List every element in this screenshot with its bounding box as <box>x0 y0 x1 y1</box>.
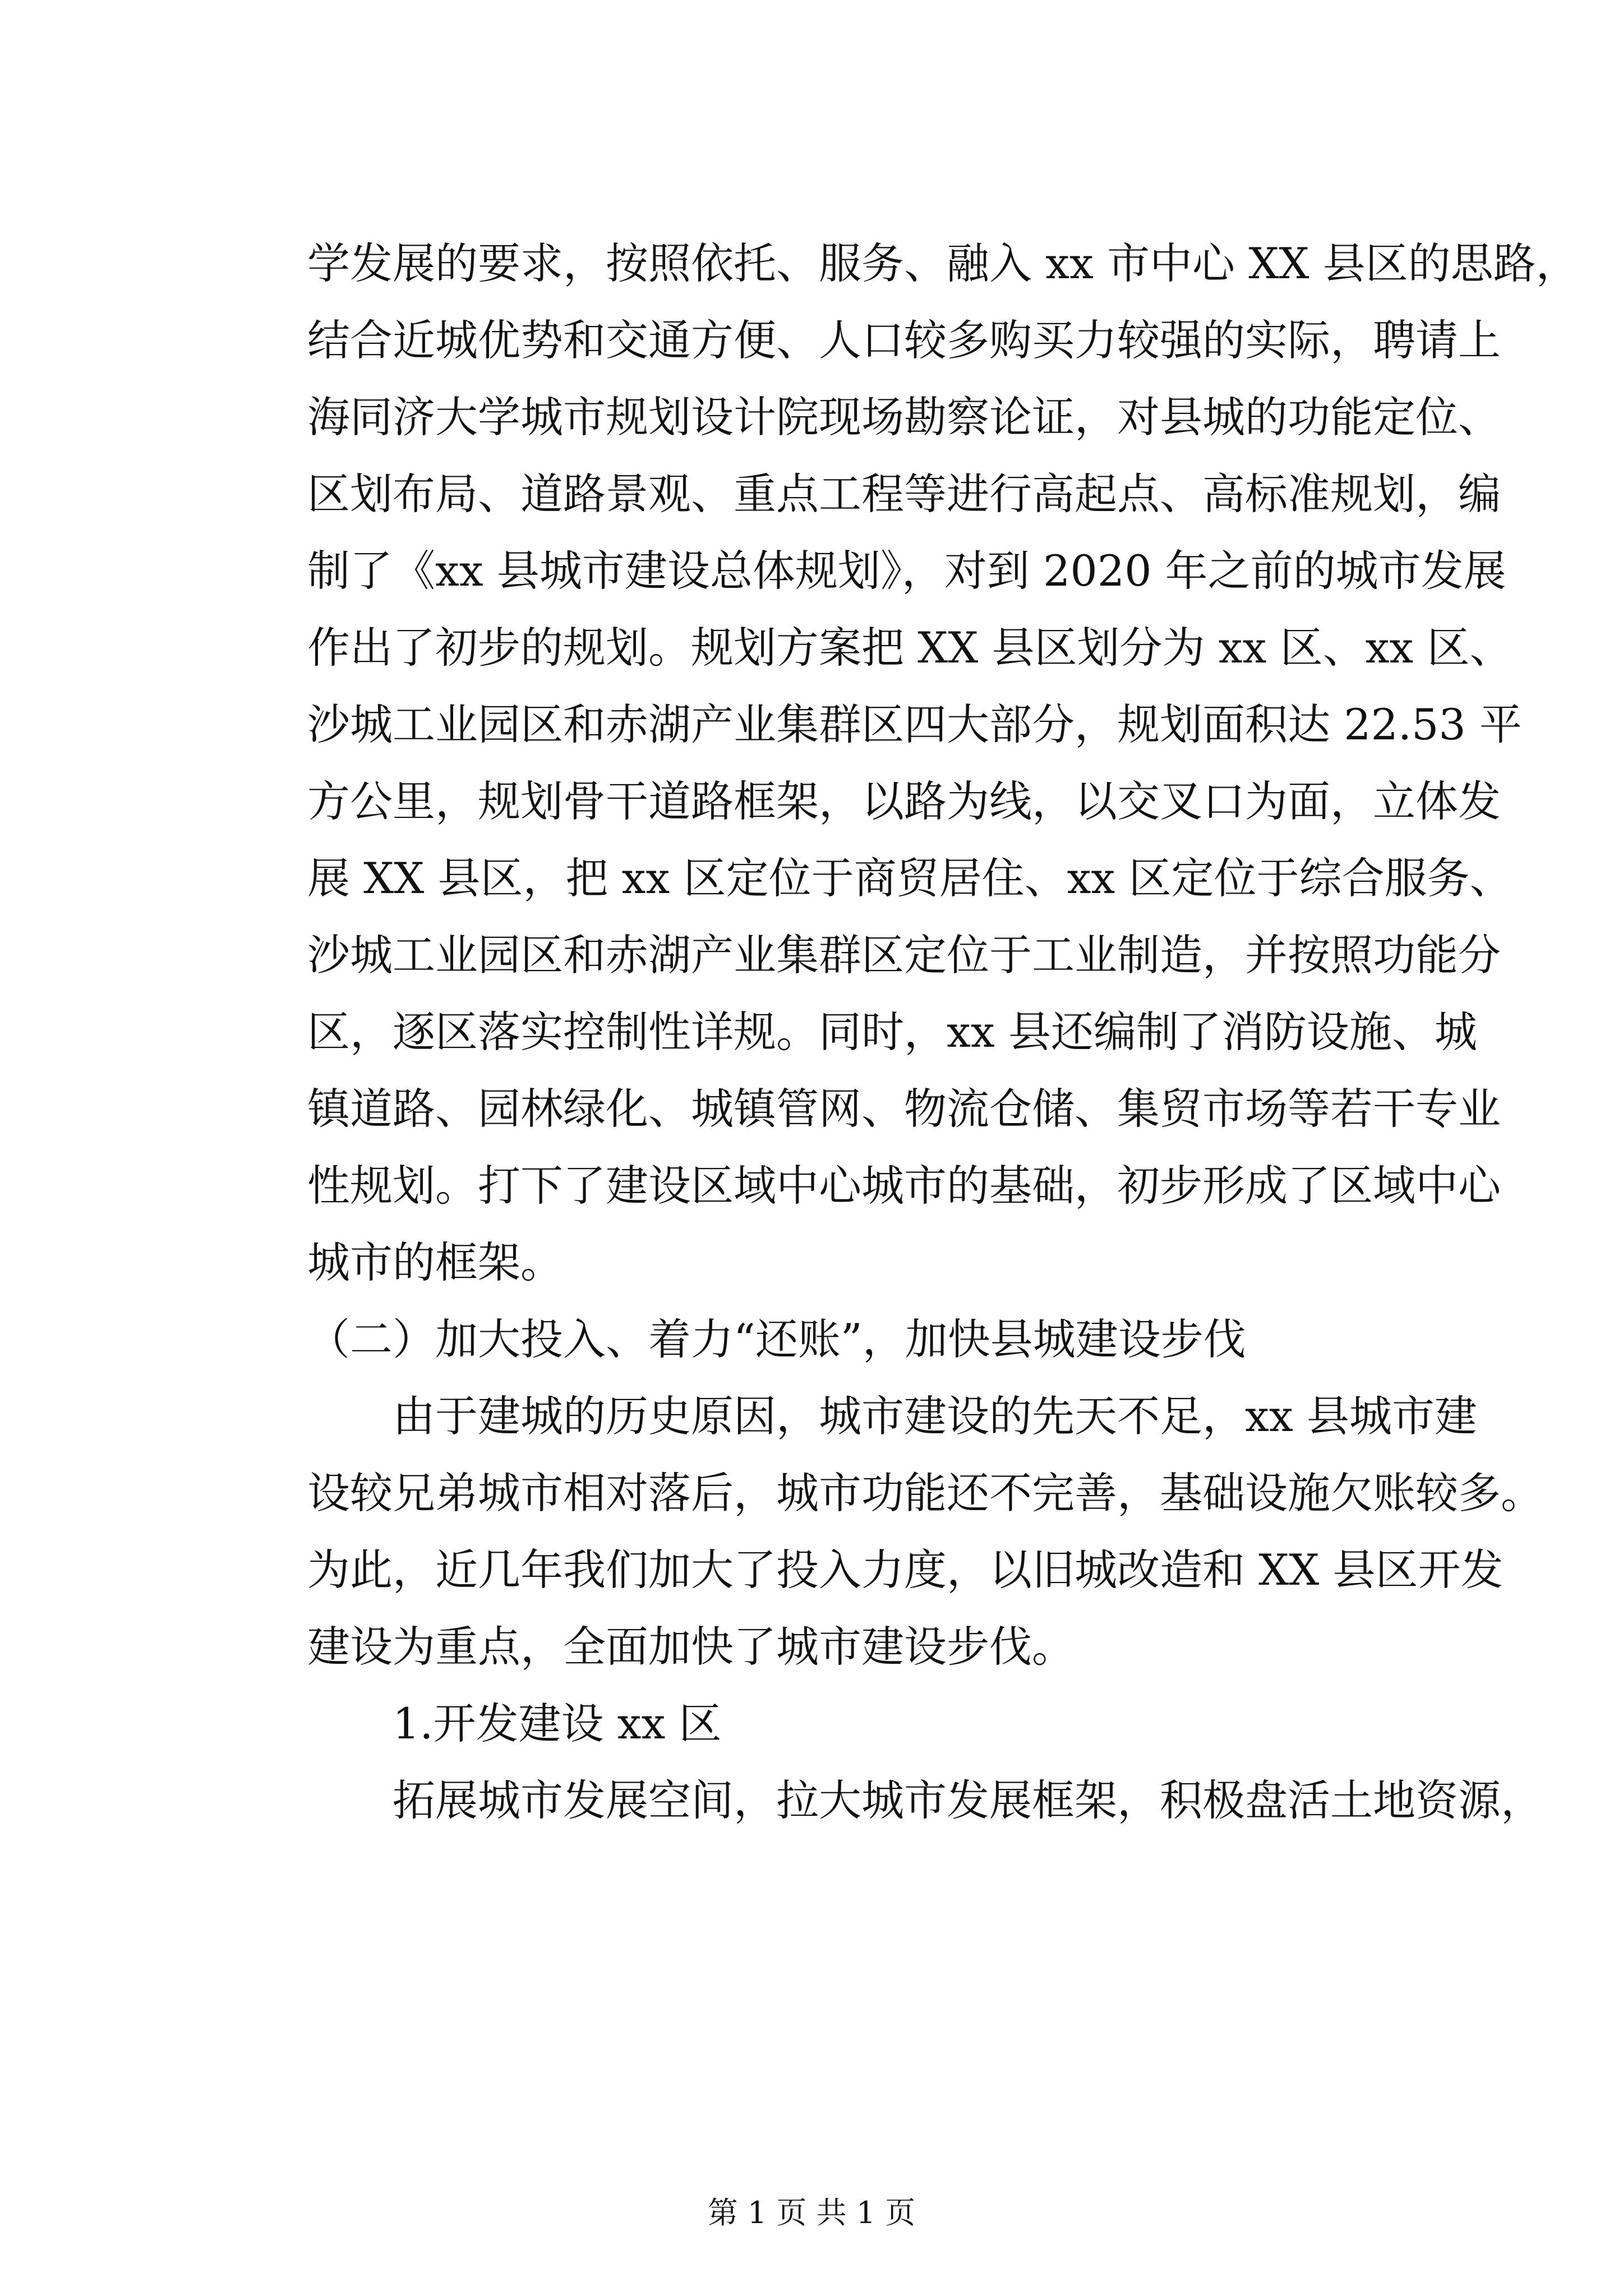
text-line: 沙城工业园区和赤湖产业集群区定位于工业制造，并按照功能分 <box>307 930 1501 980</box>
text-line: 性规划。打下了建设区域中心城市的基础，初步形成了区域中心 <box>307 1161 1501 1211</box>
section-heading-text: （二）加大投入、着力“还账”，加快县城建设步伐 <box>307 1314 1246 1364</box>
text-line: 制了《xx 县城市建设总体规划》，对到 2020 年之前的城市发展 <box>307 546 1506 596</box>
text-line <box>307 1377 1477 1456</box>
text-line: 沙城工业园区和赤湖产业集群区四大部分，规划面积达 22.53 平 <box>307 700 1522 749</box>
page-footer: 第 1 页 共 1 页 <box>707 2195 916 2230</box>
text-line: 海同济大学城市规划设计院现场勘察论证，对县城的功能定位、 <box>307 392 1501 442</box>
text-line: 结合近城优势和交通方便、人口较多购买力较强的实际，聘请上 <box>307 315 1501 365</box>
text-line: 城市的框架。 <box>307 1237 563 1287</box>
subsection-heading <box>307 1685 1423 1763</box>
section-heading <box>307 1300 1423 1379</box>
text-line: 建设为重点，全面加快了城市建设步伐。 <box>307 1622 1075 1672</box>
text-line <box>307 1761 1543 1840</box>
text-line: 设较兄弟城市相对落后，城市功能还不完善，基础设施欠账较多。 <box>307 1468 1543 1518</box>
text-line: 学发展的要求，按照依托、服务、融入 xx 市中心 XX 县区的思路， <box>307 238 1579 288</box>
subsection-heading-text: 1.开发建设 xx 区 <box>393 1699 722 1749</box>
text-line: 展 XX 县区，把 xx 区定位于商贸居住、xx 区定位于综合服务、 <box>307 853 1513 903</box>
text-line: 为此，近几年我们加大了投入力度，以旧城改造和 XX 县区开发 <box>307 1545 1504 1595</box>
text-line: 作出了初步的规划。规划方案把 XX 县区划分为 xx 区、xx 区、 <box>307 623 1513 673</box>
text-line: 区划布局、道路景观、重点工程等进行高起点、高标准规划，编 <box>307 469 1501 519</box>
text-line-content: 拓展城市发展空间，拉大城市发展框架，积极盘活土地资源， <box>393 1775 1543 1825</box>
text-line: 镇道路、园林绿化、城镇管网、物流仓储、集贸市场等若干专业 <box>307 1084 1501 1134</box>
text-line: 方公里，规划骨干道路框架，以路为线，以交叉口为面，立体发 <box>307 776 1501 826</box>
text-line: 区，逐区落实控制性详规。同时，xx 县还编制了消防设施、城 <box>307 1007 1477 1057</box>
text-line-content: 由于建城的历史原因，城市建设的先天不足，xx 县城市建 <box>393 1391 1477 1441</box>
